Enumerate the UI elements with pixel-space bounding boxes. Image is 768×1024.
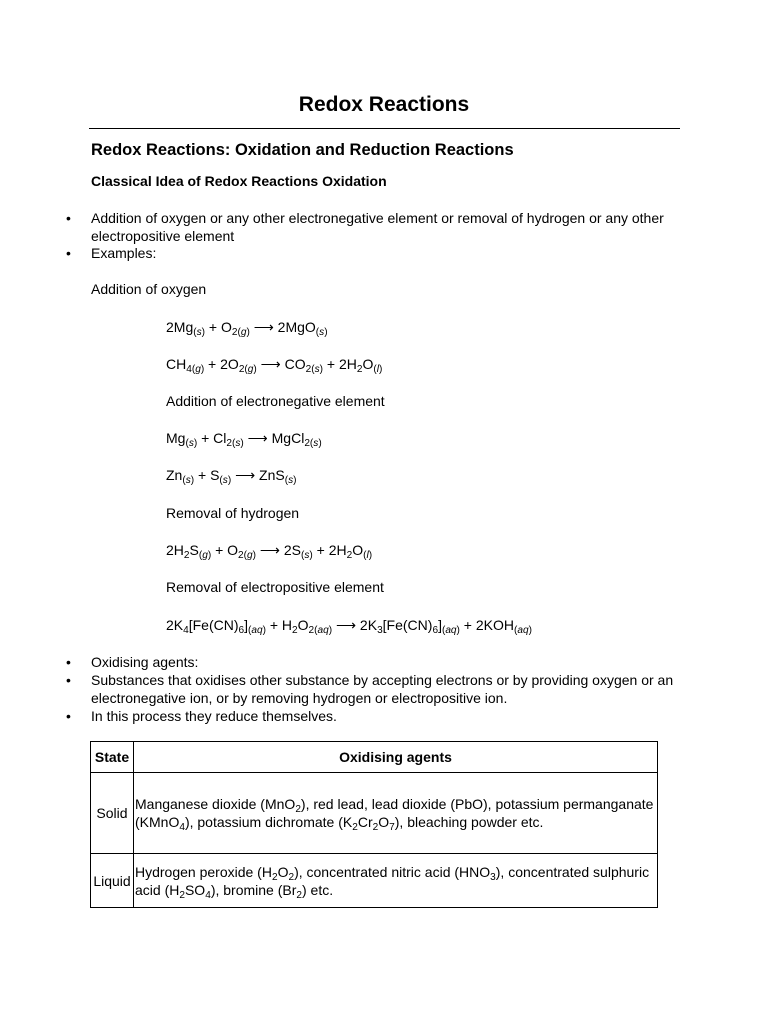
bullet-dot-icon: • [66,708,71,724]
arrow-icon: ⟶ [235,467,256,483]
electronegative-label: Addition of electronegative element [166,393,385,409]
arrow-icon: ⟶ [260,356,281,372]
arrow-icon: ⟶ [259,542,280,558]
oxidising-agents-table [90,741,658,908]
bullet-text: In this process they reduce themselves. [91,708,337,724]
section-heading: Redox Reactions: Oxidation and Reduction Reactions [91,141,514,159]
bullet-dot-icon: • [66,210,71,226]
bullet-dot-icon: • [66,654,71,670]
bullet-text: Addition of oxygen or any other electronegative element or removal of hydrogen or any other electropositive element [91,210,664,244]
subheading: Classical Idea of Redox Reactions Oxidation [91,173,387,189]
arrow-icon: ⟶ [335,617,357,633]
title-divider [89,128,680,129]
table-header-oxidising-agents: Oxidising agents [134,742,658,773]
arrow-icon: ⟶ [247,430,268,446]
page-title: Redox Reactions [298,93,470,116]
electropositive-label: Removal of electropositive element [166,579,384,595]
equation-zn-s: $Zn_{(s)} + S_{(s)}$ ⟶ ZnS$_{(s)}$ [166,467,297,486]
bullet-dot-icon: • [66,245,71,261]
table-header-state: State [91,742,134,773]
equation-ch4-o2: $CH_{4(g)} + 2O_{2(g)}$ ⟶ $CO_{2(s)} + 2H_2O_{(l)}$ [166,356,383,375]
bullet-text: Examples: [91,245,157,261]
arrow-icon: ⟶ [253,319,274,335]
table-cell-agents: Manganese dioxide (MnO$_2$), red lead, lead dioxide (PbO), potassium permanganate (KMnO$_4$), potassium dichromate $(K_2Cr_2O_7)$, bleaching powder etc. [134,773,658,854]
equation-mg-o2: $2Mg_{(s)} + O_{2(g)}$ ⟶ 2MgO$_{(s)}$ [166,319,328,338]
equation-ferrocyanide: $2K_4[Fe(CN)_6]_{(aq)} + H_2O_{2(aq)}$ ⟶ $2K_3[Fe(CN)_6]_{(aq)} + 2KOH_{(aq)}$ [166,617,532,636]
table-cell-state: Liquid [91,854,134,908]
table-row [91,854,658,908]
addition-of-oxygen-label: Addition of oxygen [91,281,207,297]
bullet-dot-icon: • [66,672,71,688]
bullet-text: Oxidising agents: [91,654,199,670]
table-cell-agents: Hydrogen peroxide $(H_2O_2)$, concentrated nitric acid $(HNO_3)$, concentrated sulphuric acid $(H_2SO_4)$, bromine $(Br_2)$ etc. [134,854,658,908]
bullet-text: Substances that oxidises other substance by accepting electrons or by providing oxygen or an electronegative ion, or by removing hydrogen or electropositive ion. [91,672,674,706]
equation-h2s-o2: $2H_2S_{(g)} + O_{2(g)}$ ⟶ $2S_{(s)} + 2H_2O_{(l)}$ [166,542,373,561]
table-cell-state: Solid [91,773,134,854]
table-row [91,773,658,854]
table-header-row [91,742,658,773]
equation-mg-cl2: $Mg_{(s)} + Cl_{2(s)}$ ⟶ MgCl$_{2(s)}$ [166,430,322,449]
hydrogen-label: Removal of hydrogen [166,505,300,521]
